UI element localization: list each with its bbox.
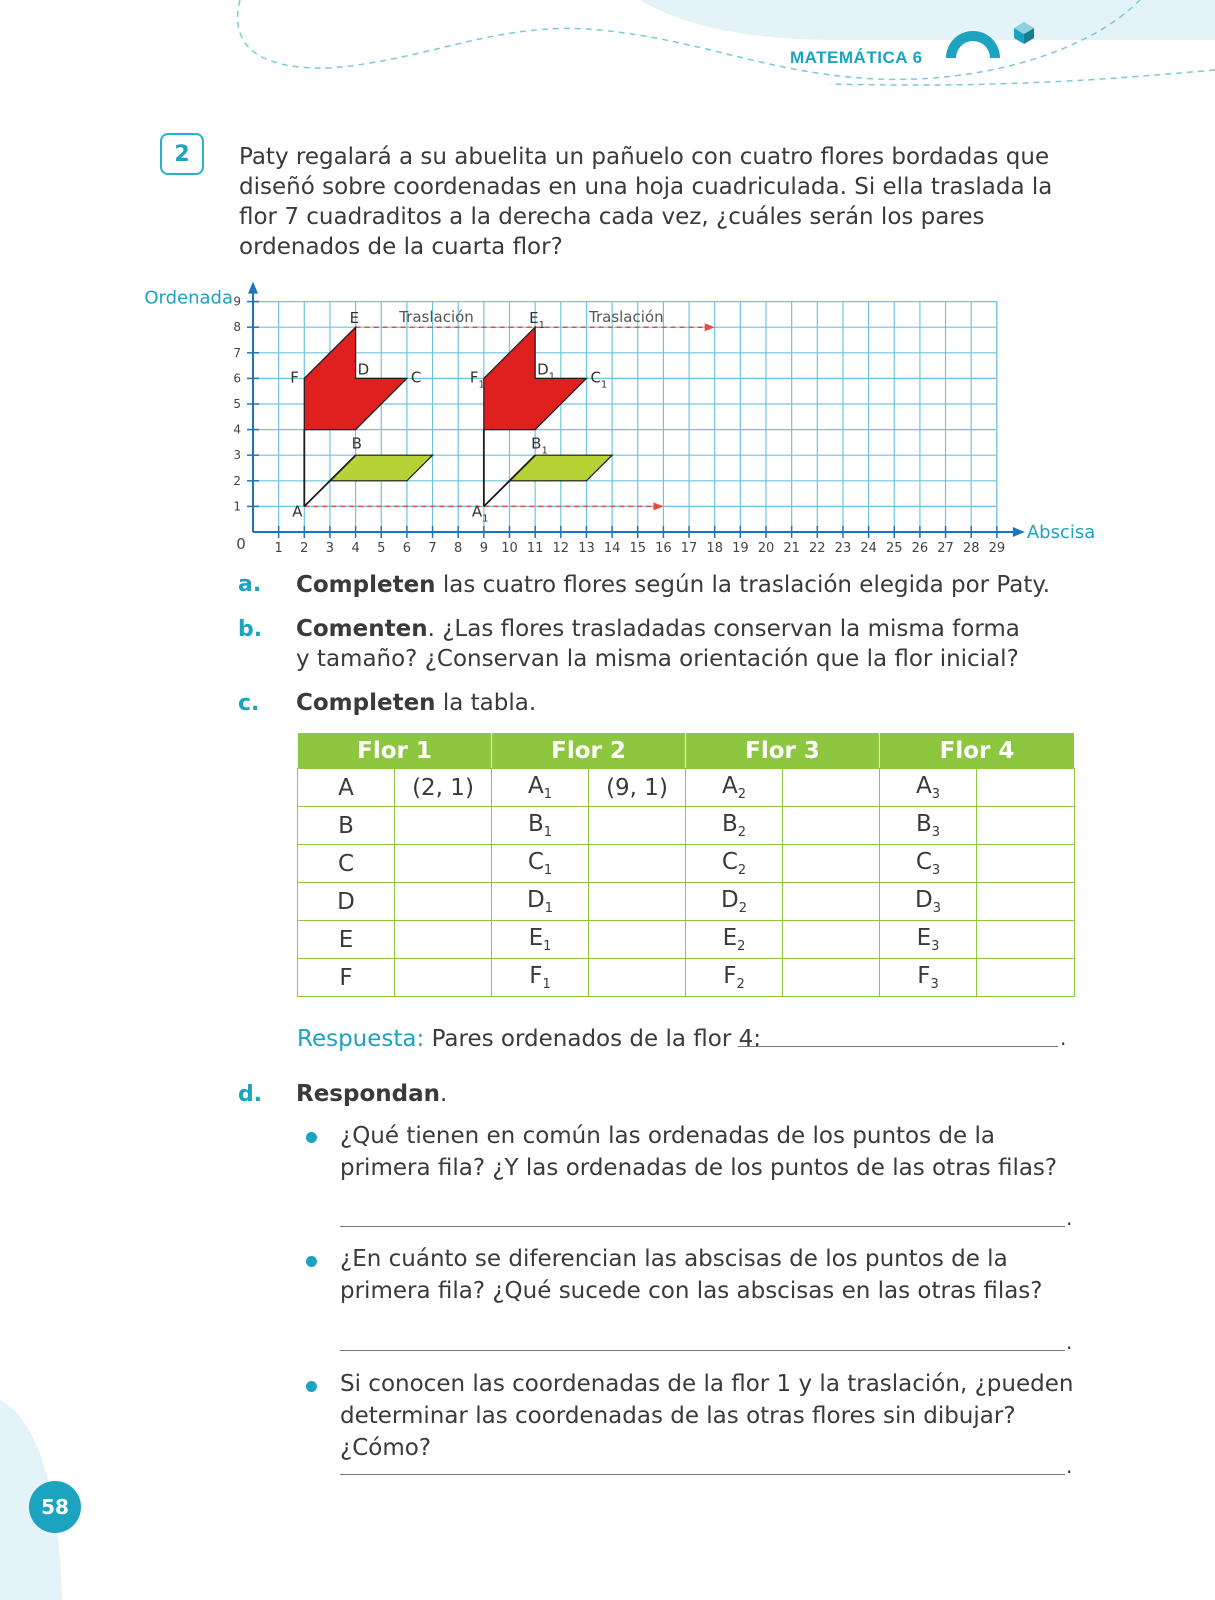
book-title: MATEMÁTICA 6: [790, 48, 923, 67]
item-c-letter: c.: [238, 691, 260, 716]
point-label-cell: $A_3$: [880, 769, 977, 807]
point-label-cell: $B_1$: [492, 807, 589, 845]
point-label-cell: $C_2$: [686, 845, 783, 883]
question-text: Paty regalará a su abuelita un pañuelo con cuatro flores bordadas que diseñó sobre coordenadas en una hoja cuadriculada. Si ella traslada la flor 7 cuadraditos a la derecha cada vez, ¿cuáles serán los pares ordenados de la cuarta flor?: [239, 144, 1053, 260]
point-label-cell: $C_3$: [880, 845, 977, 883]
point-label: C: [410, 368, 422, 387]
x-tick-label: 24: [860, 541, 877, 556]
item-a-text: Completen las cuatro flores según la traslación elegida por Paty.: [296, 572, 1051, 598]
item-d-letter: d.: [238, 1082, 263, 1107]
table-row: [298, 921, 1075, 959]
translation-label-1: Traslación: [399, 308, 474, 327]
coordinate-blank-cell[interactable]: [395, 807, 492, 845]
header-flor-3: Flor 3: [686, 733, 880, 769]
x-tick-label: 27: [937, 541, 954, 556]
x-tick-label: 15: [629, 541, 647, 556]
point-label: E: [349, 309, 360, 328]
point-label: A: [292, 502, 303, 521]
coordinate-grid-chart: [0, 270, 1215, 560]
x-tick-label: 11: [526, 541, 544, 556]
coordinate-blank-cell[interactable]: [783, 807, 880, 845]
point-label-cell: $F_3$: [880, 959, 977, 997]
coordinate-blank-cell[interactable]: [977, 921, 1075, 959]
coordinate-blank-cell[interactable]: [783, 883, 880, 921]
point-label: B: [351, 434, 362, 453]
x-tick-label: 8: [454, 541, 463, 556]
header-flor-2: Flor 2: [492, 733, 686, 769]
answer-blank-2[interactable]: [340, 1350, 1065, 1351]
coordinate-blank-cell[interactable]: [783, 769, 880, 807]
point-label: $E_1$: [529, 309, 546, 332]
answer-text: Pares ordenados de la flor 4:: [424, 1026, 761, 1052]
answer-period: .: [1060, 1026, 1067, 1050]
answer-period-3: .: [1066, 1454, 1073, 1478]
answer-line: [297, 1024, 761, 1054]
point-label-cell: $D_2$: [686, 883, 783, 921]
coordinate-blank-cell[interactable]: [395, 883, 492, 921]
y-tick-label: 3: [233, 448, 241, 463]
coordinate-blank-cell[interactable]: [977, 959, 1075, 997]
coordinate-blank-cell[interactable]: [977, 807, 1075, 845]
point-label-cell: $C_1$: [492, 845, 589, 883]
table-row: [298, 883, 1075, 921]
coordinate-blank-cell[interactable]: [977, 769, 1075, 807]
point-label-cell: $B_3$: [880, 807, 977, 845]
answer-blank[interactable]: [738, 1046, 1058, 1047]
x-tick-label: 4: [351, 541, 360, 556]
coordinate-blank-cell[interactable]: [783, 921, 880, 959]
bullet-dot: [306, 1381, 317, 1392]
x-tick-label: 22: [809, 541, 826, 556]
point-label-cell: E: [298, 921, 395, 959]
origin-label: 0: [236, 535, 246, 553]
coordinate-blank-cell[interactable]: [589, 845, 686, 883]
point-label-cell: $F_1$: [492, 959, 589, 997]
x-tick-label: 12: [552, 541, 570, 556]
table-row: [298, 959, 1075, 997]
question-number: 2: [160, 133, 204, 175]
y-tick-label: 2: [233, 473, 241, 488]
coordinate-cell: (2, 1): [395, 769, 492, 807]
bullet-dot: [306, 1132, 317, 1143]
header-flor-1: Flor 1: [298, 733, 492, 769]
x-tick-label: 19: [732, 541, 749, 556]
point-label-cell: $E_1$: [492, 921, 589, 959]
coordinate-blank-cell[interactable]: [589, 959, 686, 997]
header-flor-4: Flor 4: [880, 733, 1075, 769]
x-tick-label: 13: [578, 541, 595, 556]
coordinate-blank-cell[interactable]: [395, 921, 492, 959]
flower-petal: [484, 327, 587, 429]
translation-label-2: Traslación: [589, 308, 664, 327]
coordinate-blank-cell[interactable]: [783, 959, 880, 997]
point-label: $B_1$: [531, 434, 548, 457]
x-tick-label: 9: [479, 541, 488, 556]
point-label-cell: F: [298, 959, 395, 997]
y-tick-label: 8: [233, 320, 241, 335]
x-axis-arrowhead: [1013, 527, 1025, 537]
x-tick-label: 7: [428, 541, 437, 556]
coordinate-blank-cell[interactable]: [977, 883, 1075, 921]
x-tick-label: 10: [501, 541, 518, 556]
page-number: 58: [29, 1481, 81, 1533]
x-tick-label: 21: [783, 541, 800, 556]
bullet-question-2: ¿En cuánto se diferencian las abscisas de los puntos de la primera fila? ¿Qué sucede con las abscisas en las otras filas?: [340, 1246, 1043, 1304]
table-row: [298, 845, 1075, 883]
x-tick-label: 17: [680, 541, 698, 556]
x-tick-label: 3: [325, 541, 335, 556]
answer-label: Respuesta:: [297, 1026, 425, 1052]
item-a-letter: a.: [238, 572, 262, 597]
item-c-text: Completen la tabla.: [296, 690, 537, 716]
point-label: D: [357, 360, 370, 379]
y-tick-label: 6: [233, 371, 241, 386]
y-tick-label: 5: [233, 397, 241, 411]
flower-leaf: [510, 455, 613, 481]
x-tick-label: 26: [911, 541, 929, 556]
x-tick-label: 1: [274, 541, 283, 556]
item-d-text: Respondan.: [296, 1081, 448, 1107]
y-tick-label: 1: [233, 499, 241, 514]
flower-leaf: [330, 455, 433, 481]
x-tick-label: 29: [988, 541, 1006, 556]
table-row: [298, 807, 1075, 845]
point-label: F: [290, 368, 299, 387]
point-label-cell: C: [298, 845, 395, 883]
coordinate-blank-cell[interactable]: [589, 883, 686, 921]
coordinate-blank-cell[interactable]: [589, 921, 686, 959]
bullet-question-1: ¿Qué tienen en común las ordenadas de los puntos de la primera fila? ¿Y las ordenadas de los puntos de las otras filas?: [340, 1123, 1058, 1181]
point-label-cell: $A_2$: [686, 769, 783, 807]
y-axis-arrowhead: [248, 282, 258, 294]
answer-blank-1[interactable]: [340, 1226, 1065, 1227]
point-label: $F_1$: [469, 368, 485, 391]
x-tick-label: 16: [655, 541, 672, 556]
x-tick-label: 18: [706, 541, 723, 556]
point-label-cell: $B_2$: [686, 807, 783, 845]
x-tick-label: 14: [603, 541, 621, 556]
point-label-cell: B: [298, 807, 395, 845]
coordinate-blank-cell[interactable]: [977, 845, 1075, 883]
point-label-cell: $E_2$: [686, 921, 783, 959]
table-row: [298, 769, 1075, 807]
x-tick-label: 23: [834, 541, 852, 556]
x-tick-label: 5: [377, 541, 386, 556]
point-label-cell: $E_3$: [880, 921, 977, 959]
bullet-dot: [306, 1256, 317, 1267]
coordinate-blank-cell[interactable]: [395, 845, 492, 883]
coordinate-cell: (9, 1): [589, 769, 686, 807]
item-b-letter: b.: [238, 617, 263, 642]
point-label-cell: $F_2$: [686, 959, 783, 997]
x-tick-label: 25: [885, 541, 903, 556]
point-label-cell: $A_1$: [492, 769, 589, 807]
coordinates-table: [297, 732, 1075, 997]
x-axis-title: Abscisa: [1026, 522, 1096, 543]
y-tick-label: 9: [233, 294, 241, 309]
coordinate-blank-cell[interactable]: [395, 959, 492, 997]
answer-period-2: .: [1066, 1330, 1073, 1354]
x-tick-label: 6: [402, 541, 412, 556]
x-tick-label: 28: [962, 541, 980, 556]
point-label-cell: A: [298, 769, 395, 807]
y-axis-title: Ordenada: [144, 287, 233, 309]
coordinate-blank-cell[interactable]: [589, 807, 686, 845]
y-tick-label: 7: [233, 345, 241, 360]
coordinate-blank-cell[interactable]: [783, 845, 880, 883]
answer-period-1: .: [1066, 1206, 1073, 1230]
arrowhead: [653, 502, 663, 510]
x-tick-label: 20: [757, 541, 775, 556]
point-label: $A_1$: [471, 502, 489, 525]
bullet-question-3: Si conocen las coordenadas de la flor 1 y la traslación, ¿pueden determinar las coordenadas de las otras flores sin dibujar? ¿Cómo?: [340, 1371, 1074, 1461]
arrowhead: [705, 323, 715, 331]
point-label: $D_1$: [537, 360, 556, 383]
point-label-cell: D: [298, 883, 395, 921]
point-label: $C_1$: [590, 368, 608, 391]
flower-petal: [304, 327, 407, 429]
x-tick-label: 2: [300, 541, 309, 556]
y-tick-label: 4: [233, 422, 241, 437]
answer-blank-3[interactable]: [340, 1474, 1065, 1475]
point-label-cell: $D_1$: [492, 883, 589, 921]
item-b-text: Comenten. ¿Las flores trasladadas conservan la misma forma y tamaño? ¿Conservan la misma orientación que la flor inicial?: [296, 616, 1020, 672]
point-label-cell: $D_3$: [880, 883, 977, 921]
